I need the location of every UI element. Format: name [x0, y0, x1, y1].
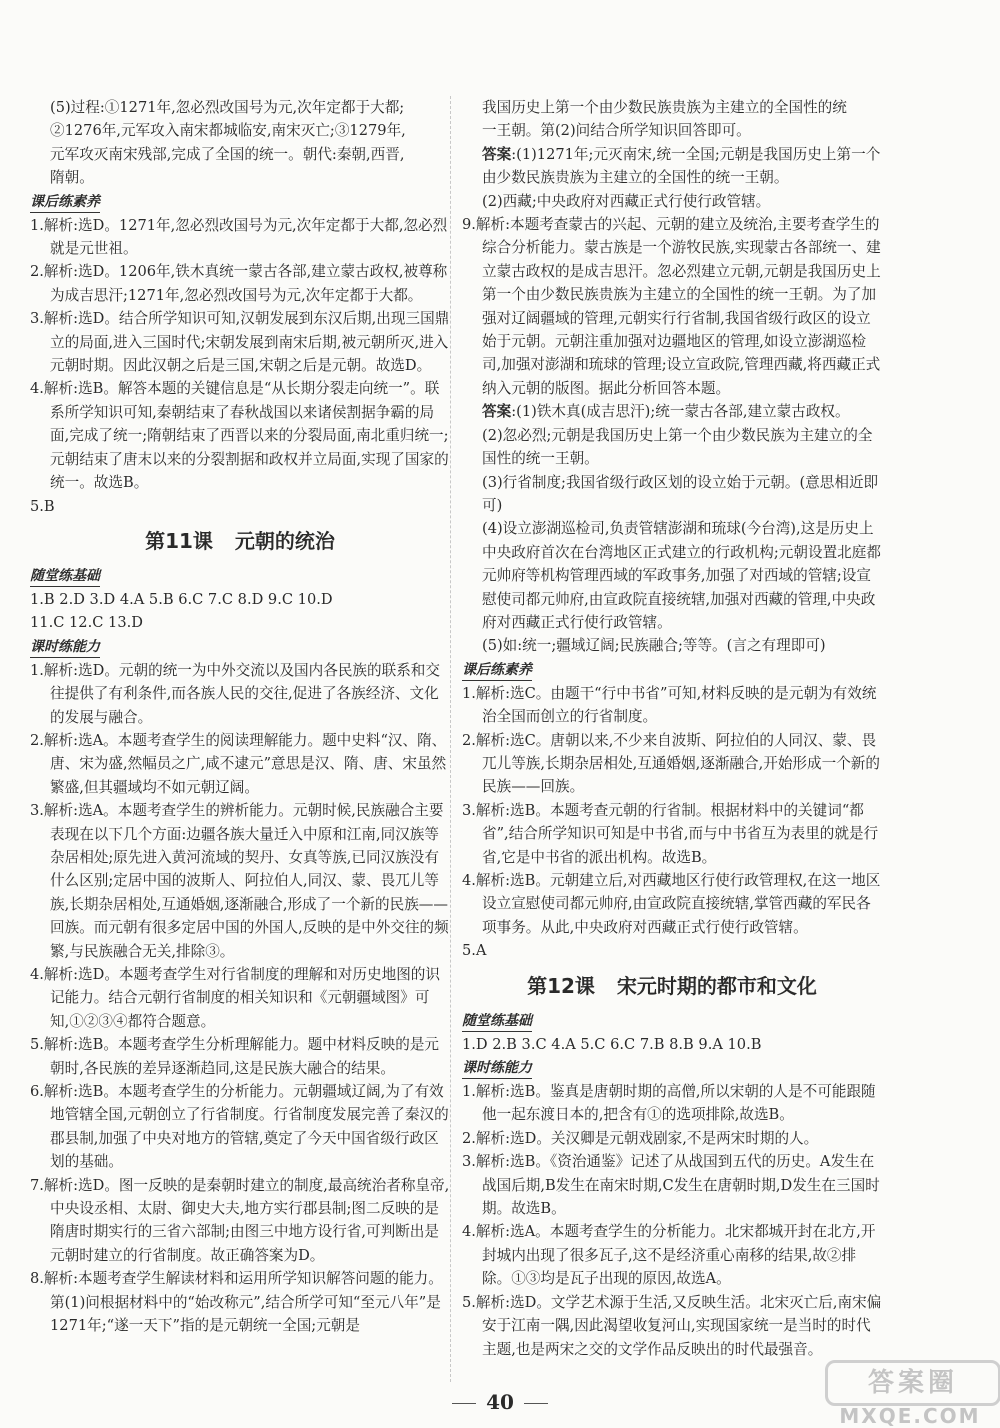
answer-text: (3)行省制度;我国省级行政区划的设立始于元朝。(意思相近即可) [482, 473, 879, 514]
answer-text: :(1)铁木真(成吉思汗);统一蒙古各部,建立蒙古政权。 [511, 403, 850, 421]
answer-text: (5)如:统一;疆域辽阔;民族融合;等等。(言之有理即可) [482, 637, 826, 655]
right-top-block [462, 96, 882, 143]
lesson-number: 第11课 [145, 528, 213, 553]
answer-text: (2)忽必烈;元朝是我国历史上第一个由少数民族为主建立的全国性的统一王朝。 [482, 426, 873, 468]
column-divider [450, 96, 451, 1382]
answer-item: 5.解析:选D。文学艺术源于生活,又反映生活。北宋灭亡后,南宋偏安于江南一隅,因此渴望收复河山,实现国家统一是当时的时代主题,也是两宋之交的文学作品反映出的时代最强音。 [462, 1293, 882, 1358]
text-line: ②1276年,元军攻入南宋都城临安,南宋灭亡;③1279年, [50, 122, 406, 140]
watermark-logo: 答案圈 [825, 1360, 1000, 1406]
dash-right [524, 1403, 548, 1404]
answer-item: 3.解析:选B。本题考查元朝的行省制。根据材料中的关键词“都省”,结合所学知识可知是中书省,而与中书省互为表里的就是行省,它是中书省的派出机构。故选B。 [462, 801, 879, 866]
answer-item: 2.解析:选D。1206年,铁木真统一蒙古各部,建立蒙古政权,被尊称为成吉思汗;1271年,忽必烈改国号为元,次年定都于大都。 [30, 263, 448, 304]
answer-item: 2.解析:选C。唐朝以来,不少来自波斯、阿拉伯的人同汉、蒙、畏兀儿等族,长期杂居相处,互通婚姻,逐渐融合,开始形成一个新的民族——回族。 [462, 731, 880, 796]
answer-item: 3.解析:选B。《资治通鉴》记述了从战国到五代的历史。A发生在战国后期,B发生在南宋时期,C发生在唐朝时期,D发生在三国时期。故选B。 [462, 1153, 880, 1218]
answer-text: (4)设立澎湖巡检司,负责管辖澎湖和琉球(今台湾),这是历史上中央政府首次在台湾地区正式建立的行政机构;元朝设置北庭都元帅府等机构管理西域的军政事务,加强了对西域的管辖;设宣慰使司都元帅府,由宣政院直接统辖,加强对西藏的管理,中央政府对西藏正式行使行政管辖。 [482, 520, 881, 631]
text-line: 隋朝。 [50, 169, 94, 187]
answer-key-line: 11.C 12.C 13.D [30, 614, 143, 632]
lesson-heading-12 [462, 965, 882, 1007]
answer-item: 5.A [462, 942, 487, 960]
section-heading-houke: 课后练素养 [30, 192, 100, 213]
answer-text: :(1)1271年;元灭南宋,统一全国;元朝是我国历史上第一个由少数民族贵族为主建立的全国性的统一王朝。 [482, 145, 881, 187]
answer-item: 6.解析:选B。本题考查学生的分析能力。元朝疆域辽阔,为了有效地管辖全国,元朝创立了行省制度。行省制度发展完善了秦汉的郡县制,加强了中央对地方的管辖,奠定了今天中国省级行政区划的基础。 [30, 1083, 449, 1171]
lesson-number: 第12课 [527, 973, 595, 998]
answer-item: 1.解析:选B。鉴真是唐朝时期的高僧,所以宋朝的人是不可能跟随他一起东渡日本的,把含有①的选项排除,故选B。 [462, 1083, 876, 1124]
answer-block [462, 400, 882, 423]
answer-item: 4.解析:选B。元朝建立后,对西藏地区行使行政管理权,在这一地区设立宣慰使司都元帅府,由宣政院直接统辖,掌管西藏的军民各项事务。从此,中央政府对西藏正式行使行政管辖。 [462, 872, 881, 936]
dash-left [452, 1403, 476, 1404]
section-heading-suitang: 随堂练基础 [30, 566, 100, 587]
text-line: 我国历史上第一个由少数民族贵族为主建立的全国性的统 [482, 99, 847, 116]
answer-item: 4.解析:选B。解答本题的关键信息是“从长期分裂走向统一”。联系所学知识可知,秦朝结束了春秋战国以来诸侯割据争霸的局面,完成了统一;隋朝结束了西晋以来的分裂局面,南北重归统一;元朝结束了唐末以来的分裂割据和政权并立局面,实现了国家的统一。故选B。 [30, 380, 449, 492]
section-heading-keshi: 课时练能力 [462, 1058, 532, 1079]
answer-label: 答案 [482, 403, 512, 421]
text-line: 元军攻灭南宋残部,完成了全国的统一。朝代:秦朝,西晋, [50, 145, 405, 163]
answer-key-line: 1.B 2.D 3.D 4.A 5.B 6.C 7.C 8.D 9.C 10.D [30, 590, 333, 608]
answer-item: 4.解析:选D。本题考查学生对行省制度的理解和对历史地图的识记能力。结合元朝行省制度的相关知识和《元朝疆域图》可知,①②③④都符合题意。 [30, 966, 440, 1030]
text-line: (5)过程:①1271年,忽必烈改国号为元,次年定都于大都; [50, 99, 405, 116]
section-heading-suitang: 随堂练基础 [462, 1011, 532, 1032]
answer-item: 7.解析:选D。图一反映的是秦朝时建立的制度,最高统治者称皇帝,中央设丞相、太尉、御史大夫,地方实行郡县制;图二反映的是隋唐时期实行的三省六部制;由图三中地方设行省,可判断出是元朝时建立的行省制度。故正确答案为D。 [30, 1176, 450, 1264]
page-number-text: 40 [486, 1390, 514, 1414]
section-heading-keshi: 课时练能力 [30, 637, 100, 658]
answer-text: (2)西藏;中央政府对西藏正式行使行政管辖。 [482, 192, 771, 210]
answer-key-line: 1.D 2.B 3.C 4.A 5.C 6.C 7.B 8.B 9.A 10.B [462, 1035, 762, 1053]
answer-item: 1.解析:选D。元朝的统一为中外交流以及国内各民族的联系和交往提供了有利条件,而各族人民的交往,促进了各族经济、文化的发展与融合。 [30, 661, 440, 726]
answer-item: 5.解析:选B。本题考查学生分析理解能力。题中材料反映的是元朝时,各民族的差异逐渐趋同,这是民族大融合的结果。 [30, 1036, 440, 1077]
watermark [825, 1360, 995, 1428]
answer-item: 1.解析:选D。1271年,忽必烈改国号为元,次年定都于大都,忽必烈就是元世祖。 [30, 216, 448, 258]
answer-item: 2.解析:选A。本题考查学生的阅读理解能力。题中史料“汉、隋、唐、宋为盛,然幅员之广,咸不逮元”意思是汉、隋、唐、宋虽然繁盛,但其疆域均不如元朝辽阔。 [30, 731, 447, 796]
answer-item: 9.解析:本题考查蒙古的兴起、元朝的建立及统治,主要考查学生的综合分析能力。蒙古族是一个游牧民族,实现蒙古各部统一、建立蒙古政权的是成吉思汗。忽必烈建立元朝,元朝是我国历史上第一个由少数民族贵族为主建立的全国性的统一王朝。为了加强对辽阔疆域的管理,元朝实行行省制,我国省级行政区的设立始于元朝。元朝注重加强对边疆地区的管理,如设立澎湖巡检司,加强对澎湖和琉球的管理;设立宣政院,管理西藏,将西藏正式纳入元朝的版图。据此分析回答本题。 [462, 216, 881, 397]
left-column [30, 96, 450, 1338]
answer-item: 1.解析:选C。由题干“行中书省”可知,材料反映的是元朝为有效统治全国而创立的行省制度。 [462, 684, 877, 726]
answer-item: 8.解析:本题考查学生解读材料和运用所学知识解答问题的能力。第(1)问根据材料中的“始改称元”,结合所学可知“至元八年”是1271年;“遂一天下”指的是元朝统一全国;元朝是 [30, 1270, 443, 1335]
answer-item: 3.解析:选A。本题考查学生的辨析能力。元朝时候,民族融合主要表现在以下几个方面:边疆各族大量迁入中原和江南,同汉族等杂居相处;原先进入黄河流域的契丹、女真等族,已同汉族没有什么区别;定居中国的波斯人、阿拉伯人,同汉、蒙、畏兀儿等族,长期杂居相处,互通婚姻,逐渐融合,形成了一个新的民族——回族。而元朝有很多定居中国的外国人,反映的是中外交往的频繁,与民族融合无关,排除③。 [30, 802, 449, 960]
answer-item: 4.解析:选A。本题考查学生的分析能力。北宋都城开封在北方,开封城内出现了很多瓦子,这不是经济重心南移的结果,故②排除。①③均是瓦子出现的原因,故选A。 [462, 1223, 876, 1288]
watermark-url: MXQE.COM [839, 1404, 981, 1428]
text-line: 一王朝。第(2)问结合所学知识回答即可。 [482, 122, 751, 140]
answer-label: 答案 [482, 145, 512, 163]
lesson-title: 宋元时期的都市和文化 [616, 973, 817, 998]
answer-block [462, 143, 882, 190]
right-column [462, 96, 882, 1361]
answer-item: 3.解析:选D。结合所学知识可知,汉朝发展到东汉后期,出现三国鼎立的局面,进入三国时代;宋朝发展到南宋后期,被元朝所灭,进入元朝时期。因此汉朝之后是三国,宋朝之后是元朝。故选D。 [30, 310, 450, 375]
lesson-title: 元朝的统治 [234, 528, 335, 553]
lesson-heading-11 [30, 520, 450, 562]
left-top-block [30, 96, 450, 190]
answer-item: 5.B [30, 497, 55, 515]
section-heading-houke: 课后练素养 [462, 660, 532, 681]
answer-item: 2.解析:选D。关汉卿是元朝戏剧家,不是两宋时期的人。 [462, 1129, 819, 1147]
